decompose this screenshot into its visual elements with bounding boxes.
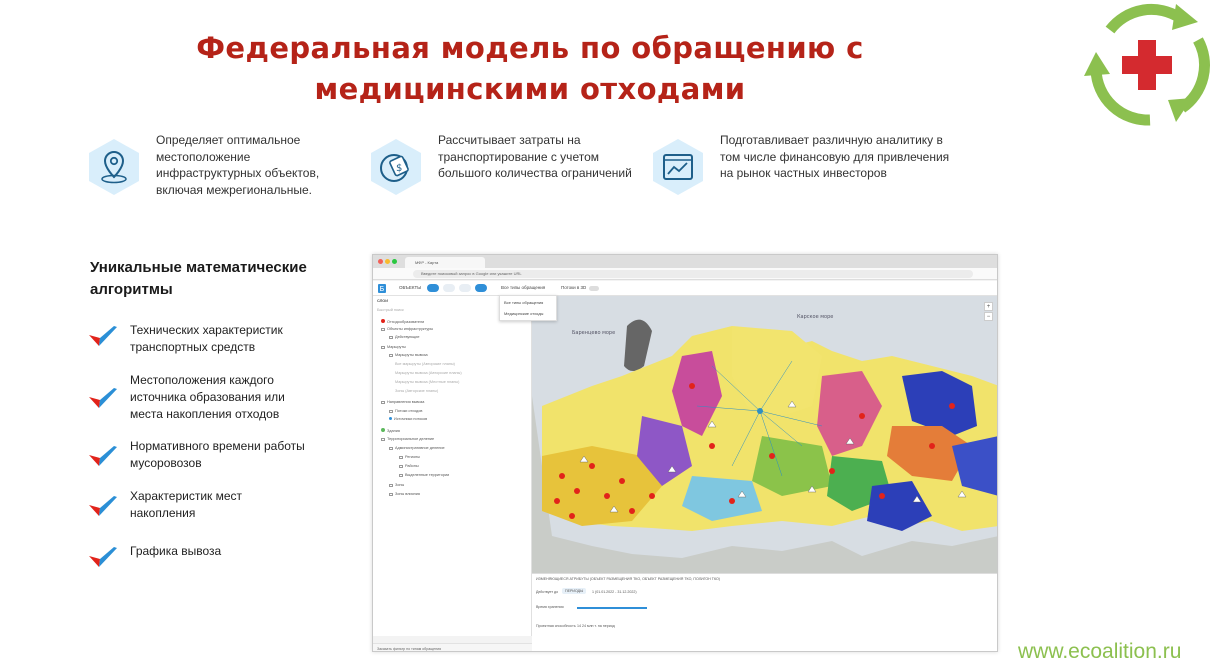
sidebar-item[interactable]: Маршруты вывоза (Местные планы) (395, 380, 460, 384)
status-bar: Заказать фильтр по типам обращения (373, 643, 532, 652)
sidebar-item[interactable]: Действующие (389, 335, 419, 339)
panel-header: ИЗМЕНЯЮЩИЕСЯ АТРИБУТЫ (ОБЪЕКТ РАЗМЕЩЕНИЯ ТКО, ОБЪЕКТ РАЗМЕЩЕНИЯ ТКО, ПОЛИГОН ТКО) (536, 577, 721, 581)
flows-3d-label: Потоки в 3D (561, 285, 587, 290)
analytics-chart-icon (652, 138, 704, 196)
sidebar-item[interactable]: Зоны (389, 483, 404, 487)
minimize-window-icon[interactable] (385, 259, 390, 264)
checkmark-icon (88, 494, 118, 518)
sidebar-item[interactable]: Маршруты вывоза (Авторские планы) (395, 371, 462, 375)
maximize-window-icon[interactable] (392, 259, 397, 264)
flows-3d-toggle[interactable] (589, 286, 599, 291)
sidebar-item[interactable]: Маршруты (381, 345, 406, 349)
period-label: Действует до (536, 590, 559, 594)
feature-text: Подготавливает различную аналитику в том числе финансовую для привлечения на рынок частных инвесторов (720, 133, 950, 180)
list-item-text: Технических характеристик транспортных средств (130, 323, 283, 354)
layer-toggle-button[interactable] (427, 284, 439, 292)
dropdown-option[interactable]: Медицинские отходы (504, 311, 544, 316)
sea-label: Карское море (797, 314, 834, 320)
sidebar-item[interactable]: Потоки отходов (389, 409, 422, 413)
app-logo-icon (377, 283, 387, 294)
svg-text:$: $ (396, 163, 403, 174)
filter-select[interactable]: Все типы обращения (501, 285, 546, 290)
period-value: 1 (01.01.2022 - 31.12.2022) (592, 590, 637, 594)
svg-text:Б: Б (379, 285, 385, 293)
list-item-text: Графика вывоза (130, 544, 222, 558)
russia-map (532, 296, 998, 573)
page-title (120, 28, 940, 110)
sidebar-item[interactable]: Объекты инфраструктуры (381, 327, 433, 331)
sidebar-item[interactable]: Территориальное деление (381, 437, 434, 441)
layers-sidebar (373, 296, 532, 636)
checkmark-icon (88, 386, 118, 410)
sidebar-item[interactable]: Зоны (Авторские планы) (395, 389, 439, 393)
sidebar-item[interactable]: Зоны влияния (389, 492, 420, 496)
feature-text: Определяет оптимальное местоположение инфраструктурных объектов, включая межрегиональные. (156, 133, 320, 197)
sea-label: Баренцево море (572, 330, 616, 336)
capacity-label: Проектная способность (536, 624, 576, 628)
sidebar-item[interactable]: Отходообразователи (381, 319, 424, 324)
sidebar-item[interactable]: Все маршруты (Авторские планы) (395, 362, 455, 366)
title-line-1: Федеральная модель по обращению с (196, 31, 864, 65)
sidebar-item[interactable]: Направления вывоза (381, 400, 424, 404)
checkmark-icon (88, 444, 118, 468)
sidebar-item[interactable]: Районы (399, 464, 419, 468)
sidebar-item[interactable]: Регионы (399, 455, 420, 459)
sidebar-item[interactable]: Здания (381, 428, 400, 433)
search-input[interactable]: Быстрый поиск (377, 308, 404, 312)
routes-toggle-button[interactable] (443, 284, 455, 292)
browser-tab[interactable]: МФР - Карта (405, 257, 485, 268)
sidebar-item[interactable]: Выделенные территории (399, 473, 449, 477)
title-line-2: медицинскими отходами (314, 72, 746, 106)
period-tag[interactable]: ПЕРИОДЫ (562, 588, 586, 594)
vehicles-toggle-button[interactable] (459, 284, 471, 292)
feature-text: Рассчитывает затраты на транспортирование с учетом большого количества ограничений (438, 133, 632, 180)
app-screenshot (372, 254, 998, 652)
browser-tabbar (373, 255, 998, 268)
dropdown-option[interactable]: Все типы обращения (504, 300, 544, 305)
sidebar-item[interactable]: Маршруты вывоза (389, 353, 428, 357)
period-timeline[interactable] (577, 607, 647, 609)
money-calculator-icon (370, 138, 422, 196)
url-input[interactable]: Введите поисковый запрос в Google или укажите URL (413, 270, 973, 278)
address-bar (373, 268, 998, 280)
website-link[interactable]: www.ecoalition.ru (1018, 640, 1182, 663)
attributes-panel (532, 573, 998, 652)
app-toolbar (373, 281, 998, 296)
checkmark-icon (88, 324, 118, 348)
algorithms-title: Уникальные математические алгоритмы (90, 259, 307, 298)
map-view[interactable] (532, 296, 998, 573)
zoom-in-button[interactable]: + (984, 302, 993, 311)
capacity-value: 14 24 млн т. на период (577, 624, 615, 628)
location-toggle-button[interactable] (475, 284, 487, 292)
objects-tab[interactable]: ОБЪЕКТЫ (399, 285, 422, 290)
list-item-text: Местоположения каждого источника образования или места накопления отходов (130, 373, 285, 421)
sidebar-item[interactable]: Административное деление (389, 446, 445, 450)
eco-medical-logo (1080, 0, 1211, 135)
close-window-icon[interactable] (378, 259, 383, 264)
checkmark-icon (88, 545, 118, 569)
storage-time-label: Время хранения (536, 605, 564, 609)
sidebar-item[interactable]: Источники потоков (389, 417, 427, 421)
location-pin-icon (88, 138, 140, 196)
type-dropdown (499, 295, 557, 321)
list-item-text: Характеристик мест накопления (130, 489, 243, 520)
zoom-out-button[interactable]: − (984, 312, 993, 321)
sidebar-title: СЛОИ (377, 299, 388, 303)
list-item-text: Нормативного времени работы мусоровозов (130, 439, 305, 470)
